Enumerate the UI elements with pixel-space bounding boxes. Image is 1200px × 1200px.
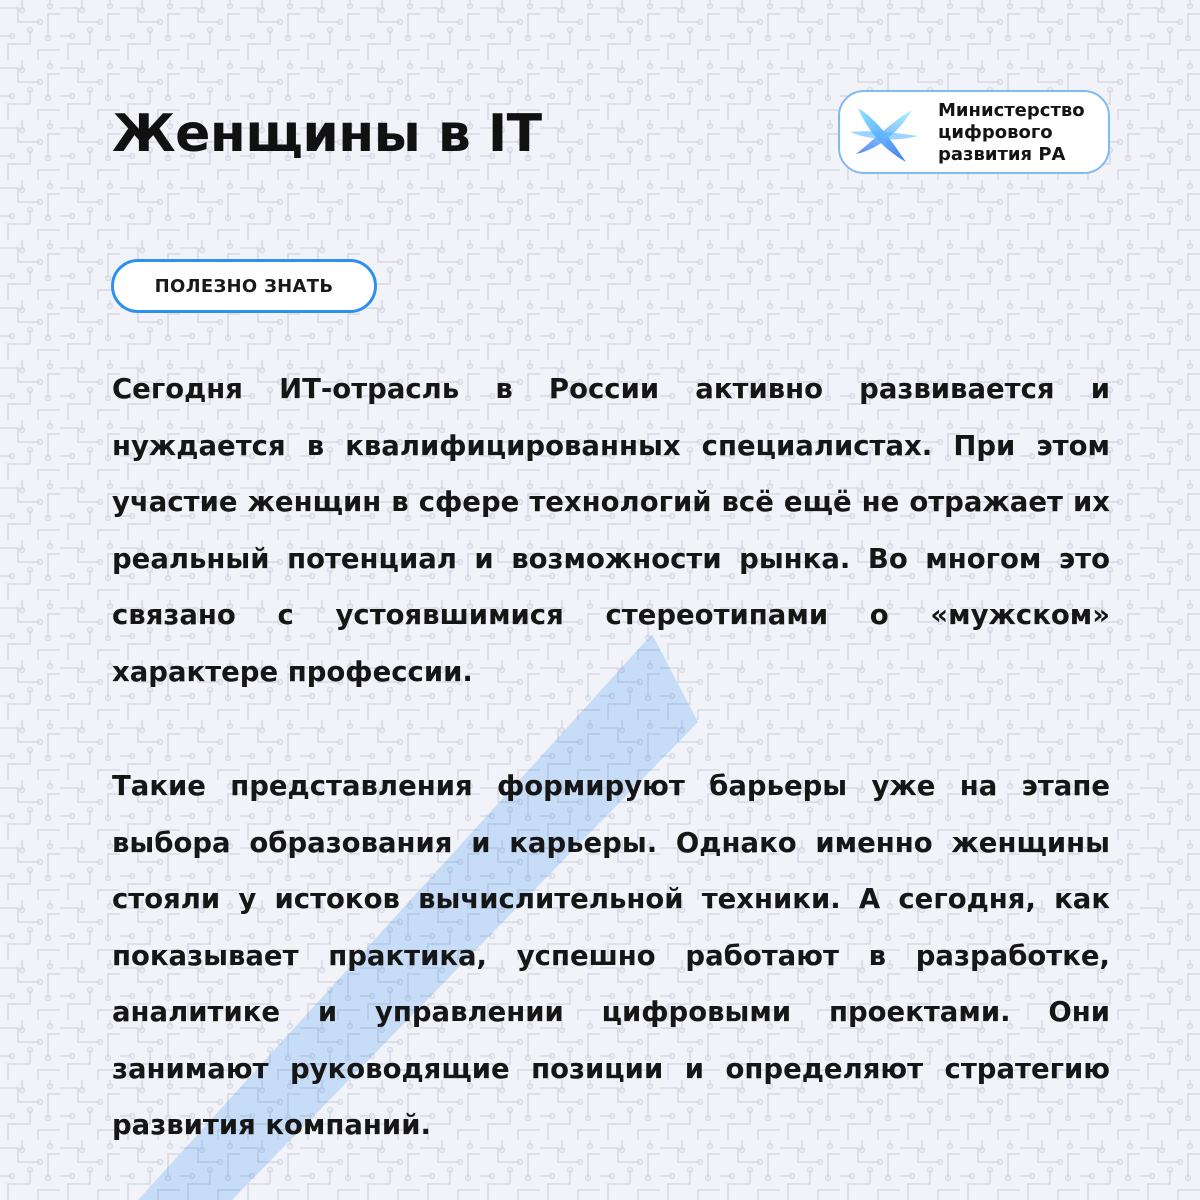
- ministry-name: [938, 100, 1108, 166]
- useful-to-know-tag: ПОЛЕЗНО ЗНАТЬ: [111, 259, 377, 313]
- ministry-name-line: Министерство: [938, 100, 1085, 121]
- ministry-name-line: цифрового: [938, 122, 1053, 143]
- ministry-logo: [838, 90, 1110, 174]
- ministry-star-logo-icon: [848, 102, 920, 166]
- body-paragraph: Сегодня ИТ-отрасль в России активно развивается и нуждается в квалифицированных специалистах. При этом участие женщин в сфере технологий всё ещё не отражает их реальный потенциал и возможности рынка. Во многом это связано с устоявшимися стереотипами о «мужском» характере профессии.: [112, 373, 1110, 688]
- page-title: Женщины в IT: [112, 104, 542, 164]
- body-paragraph: Такие представления формируют барьеры уже на этапе выбора образования и карьеры. Однако именно женщины стояли у истоков вычислительной техники. А сегодня, как показывает практика, успешно работают в разработке, аналитике и управлении цифровыми проектами. Они занимают руководящие позиции и определяют стратегию развития компаний.: [112, 770, 1110, 1141]
- ministry-name-line: развития РА: [938, 144, 1066, 165]
